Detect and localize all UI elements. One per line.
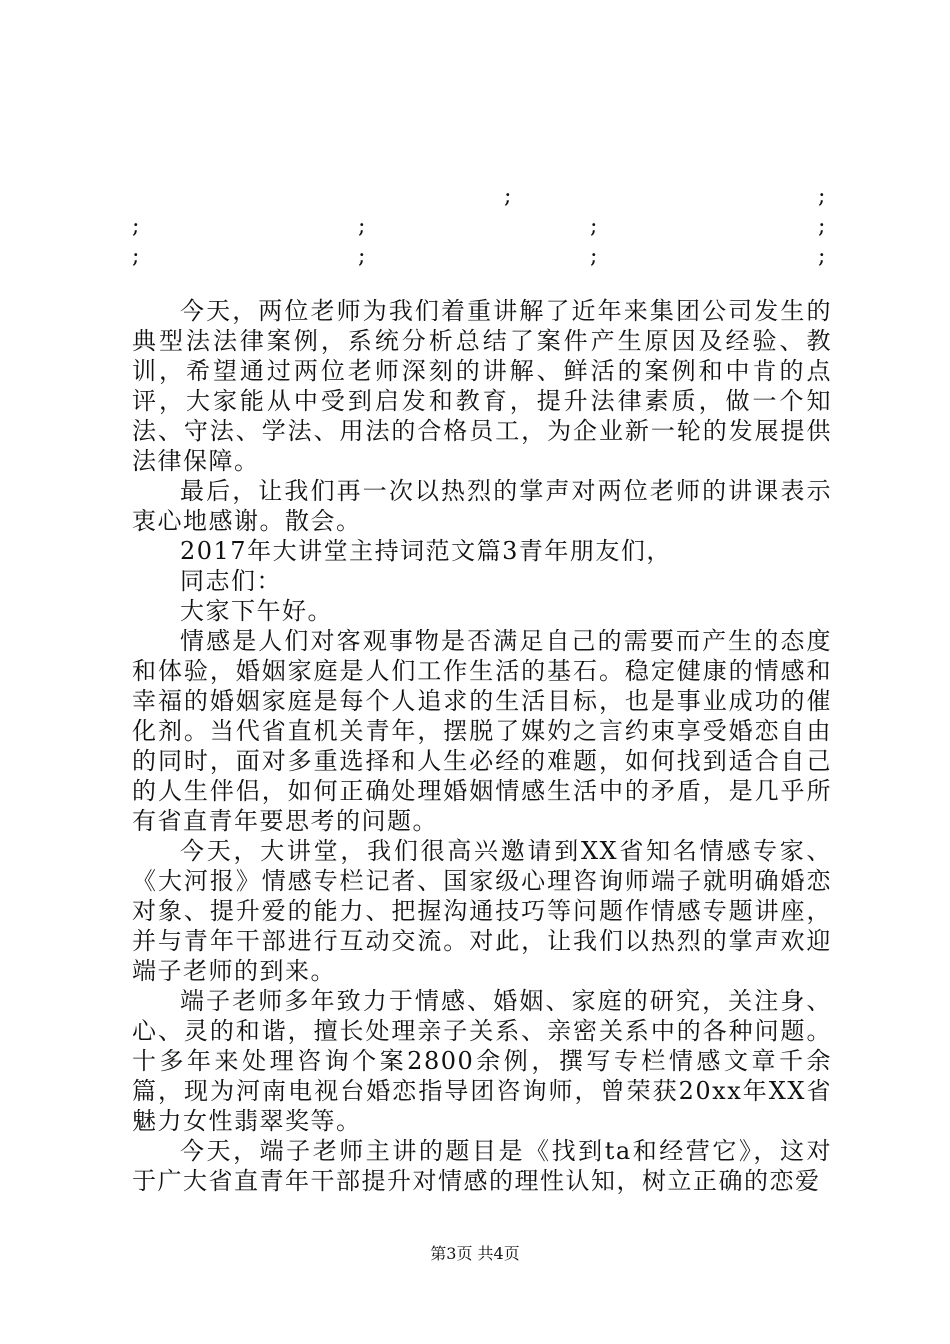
semicolon: ; [818,214,826,239]
semicolon: ; [590,244,598,269]
semicolon: ; [132,244,140,269]
semicolon: ; [358,214,366,239]
paragraph: 情感是人们对客观事物是否满足自己的需要而产生的态度和体验，婚姻家庭是人们工作生活的基石。稳定健康的情感和幸福的婚姻家庭是每个人追求的生活目标，也是事业成功的催化剂。当代省直机关青年，摆脱了媒妁之言约束享受婚恋自由的同时，面对多重选择和人生必经的难题，如何找到适合自己的人生伴侣，如何正确处理婚姻情感生活中的矛盾，是几乎所有省直青年要思考的问题。 [132,627,832,835]
semicolon: ; [590,214,598,239]
paragraph: 今天，大讲堂，我们很高兴邀请到XX省知名情感专家、《大河报》情感专栏记者、国家级心理咨询师端子就明确婚恋对象、提升爱的能力、把握沟通技巧等问题作情感专题讲座，并与青年干部进行互动交流。对此，让我们以热烈的掌声欢迎端子老师的到来。 [132,837,832,985]
paragraph: 最后，让我们再一次以热烈的掌声对两位老师的讲课表示衷心地感谢。散会。 [132,477,832,535]
paragraph: 2017年大讲堂主持词范文篇3青年朋友们， [180,537,672,565]
semicolon: ; [818,184,826,209]
semicolon-row [0,242,950,272]
paragraph: 同志们： [180,567,282,595]
page-footer: 第3页 共4页 [430,1244,520,1263]
semicolon: ; [818,244,826,269]
paragraph: 端子老师多年致力于情感、婚姻、家庭的研究，关注身、心、灵的和谐，擅长处理亲子关系、亲密关系中的各种问题。十多年来处理咨询个案2800余例，撰写专栏情感文章千余篇，现为河南电视台婚恋指导团咨询师，曾荣获20xx年XX省魅力女性翡翠奖等。 [132,987,832,1135]
paragraph: 今天，两位老师为我们着重讲解了近年来集团公司发生的典型法法律案例，系统分析总结了案件产生原因及经验、教训，希望通过两位老师深刻的讲解、鲜活的案例和中肯的点评，大家能从中受到启发和教育，提升法律素质，做一个知法、守法、学法、用法的合格员工，为企业新一轮的发展提供法律保障。 [132,297,832,475]
paragraph: 大家下午好。 [180,597,333,625]
semicolon-row [0,212,950,242]
semicolon: ; [358,244,366,269]
body-text [132,296,832,1196]
semicolon-row [0,182,950,212]
semicolon: ; [504,184,512,209]
paragraph: 今天，端子老师主讲的题目是《找到ta和经营它》，这对于广大省直青年干部提升对情感的理性认知，树立正确的恋爱 [132,1137,832,1195]
semicolon: ; [132,214,140,239]
